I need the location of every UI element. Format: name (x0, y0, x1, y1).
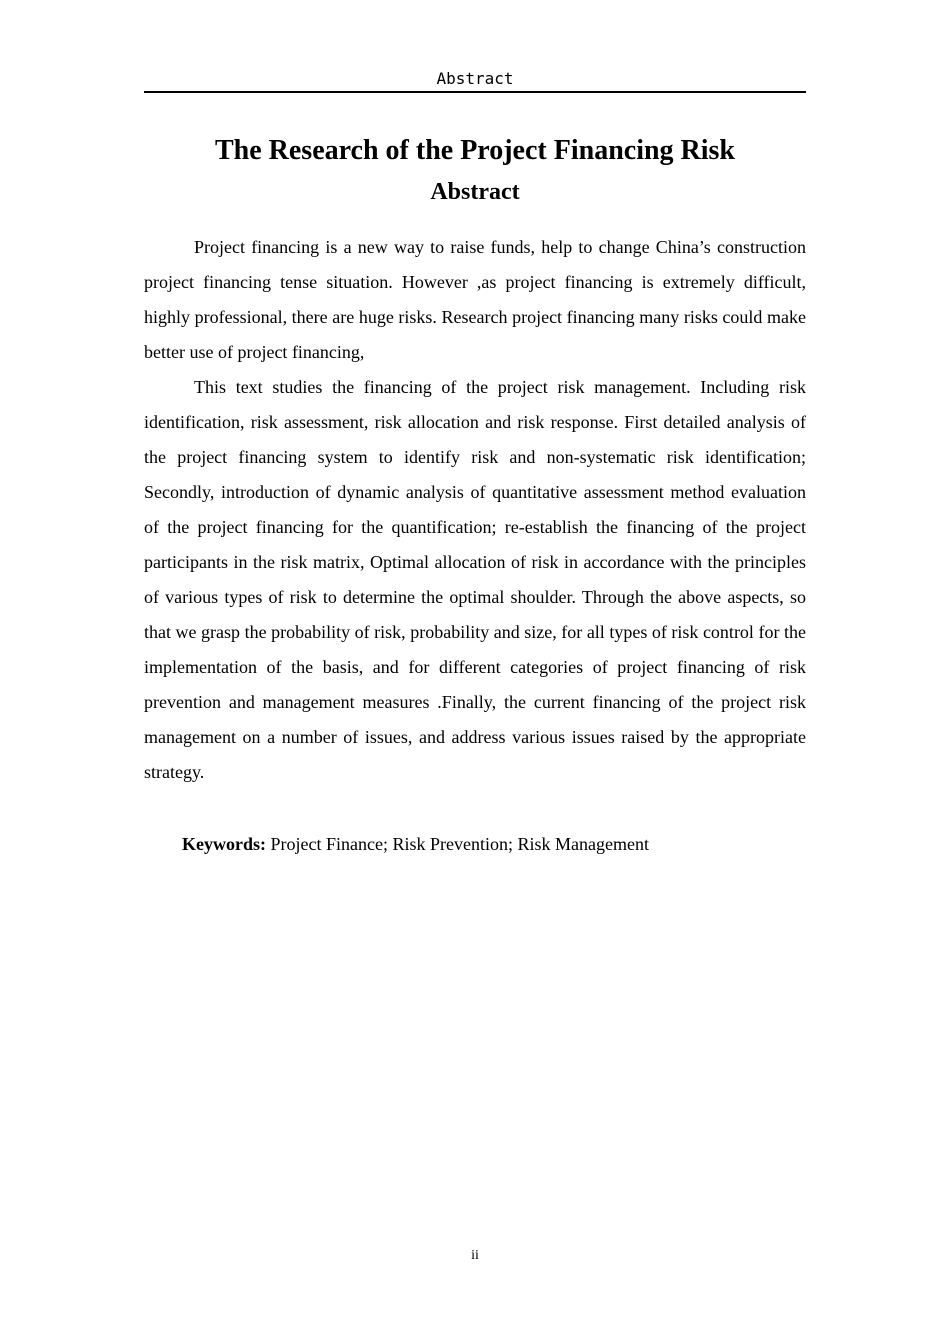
abstract-heading: Abstract (430, 179, 520, 205)
page-number: ii (471, 1248, 479, 1263)
abstract-paragraph-2: This text studies the financing of the project risk management. Including risk identification, risk assessment, risk allocation and risk response. First detailed analysis of the project financing system to identify risk and non-systematic risk identification; Secondly, introduction of dynamic analysis of quantitative assessment method evaluation of the project financing for the quantification; re-establish the financing of the project participants in the risk matrix, Optimal allocation of risk in accordance with the principles of various types of risk to determine the optimal shoulder. Through the above aspects, so that we grasp the probability of risk, probability and size, for all types of risk control for the implementation of the basis, and for different categories of project financing of risk prevention and management measures .Finally, the current financing of the project risk management on a number of issues, and address various issues raised by the appropriate strategy. (144, 377, 806, 782)
page-title: The Research of the Project Financing Risk (214, 135, 736, 166)
abstract-body (144, 230, 806, 790)
header-divider (144, 91, 806, 93)
keywords-line (182, 829, 806, 859)
running-header: Abstract (436, 69, 514, 88)
keywords-label: Keywords: (182, 834, 266, 854)
abstract-paragraph-1: Project financing is a new way to raise funds, help to change China’s construction project financing tense situation. However ,as project financing is extremely difficult, highly professional, there are huge risks. Research project financing many risks could make better use of project financing, (144, 237, 806, 362)
keywords-value: Project Finance; Risk Prevention; Risk Management (270, 834, 649, 854)
